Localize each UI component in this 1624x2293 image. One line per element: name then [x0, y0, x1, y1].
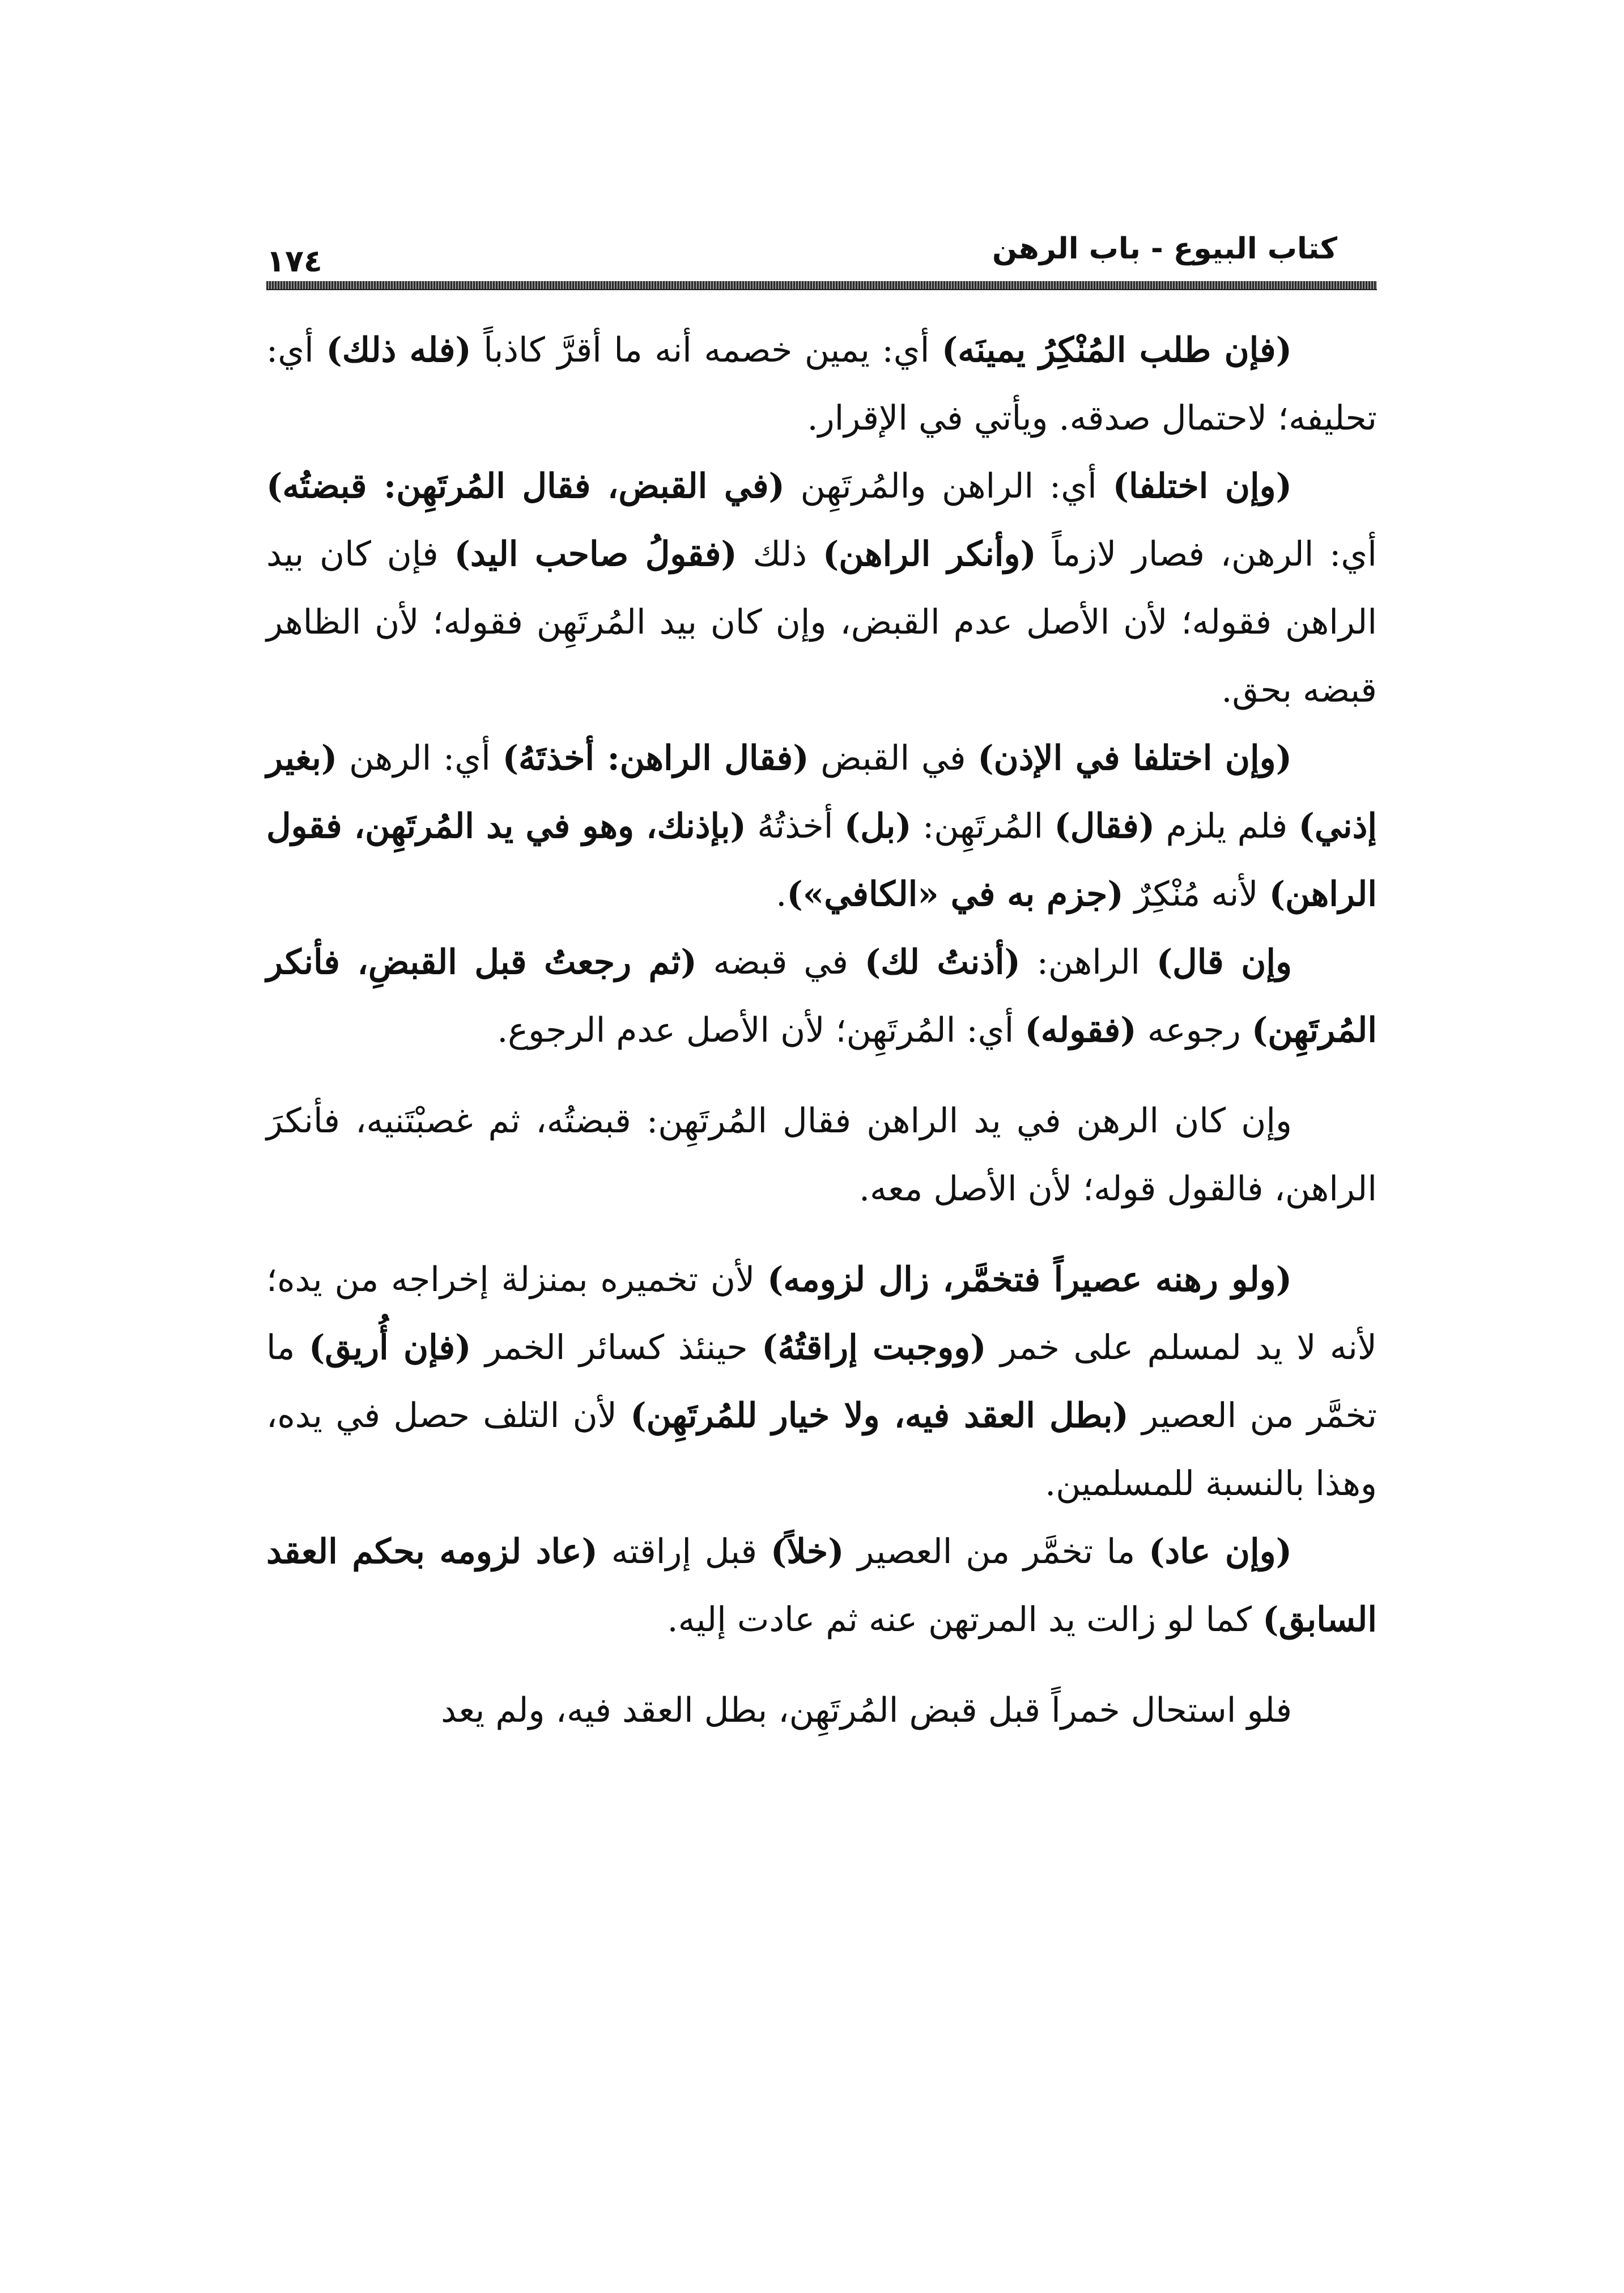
- paragraph-p2: [266, 452, 1377, 724]
- page-body: [266, 289, 1377, 1744]
- text-segment: المُرتَهِن:: [911, 806, 1055, 846]
- text-segment: .: [776, 874, 787, 914]
- text-segment: رجوعه: [1136, 1010, 1252, 1050]
- paragraph-p5: [266, 1087, 1377, 1223]
- paragraph-p6: [266, 1246, 1377, 1518]
- bold-text-segment: (وإن عاد): [1149, 1532, 1292, 1572]
- bold-text-segment: (فله ذلك): [326, 330, 471, 370]
- bold-text-segment: (فقال): [1054, 806, 1155, 846]
- bold-text-segment: (عاد لزومه بحكم العقد السابق): [266, 1532, 1377, 1640]
- bold-text-segment: (بل): [844, 806, 912, 846]
- bold-text-segment: (وإن اختلفا): [1112, 466, 1292, 506]
- bold-text-segment: (فقال الراهن: أخذتَهُ): [502, 738, 809, 778]
- text-segment: فإن كان بيد الراهن فقوله؛ لأن الأصل عدم القبض، وإن كان بيد المُرتَهِن فقوله؛ لأن الظاهر قبضه بحق.: [266, 534, 1377, 710]
- text-segment: ما تخمَّر من العصير: [266, 1328, 1377, 1436]
- bold-text-segment: (ووجبت إراقتُهُ): [762, 1328, 987, 1368]
- text-segment: أي: المُرتَهِن؛ لأن الأصل عدم الرجوع.: [497, 1010, 1025, 1050]
- text-segment: الراهن:: [1020, 942, 1157, 982]
- bold-text-segment: (فقوله): [1024, 1010, 1137, 1050]
- book-page: [266, 221, 1377, 2159]
- text-segment: أي: تحليفه؛ لاحتمال صدقه. ويأتي في الإقرار.: [266, 330, 1377, 438]
- text-segment: ذلك: [737, 534, 823, 574]
- bold-text-segment: (فقولُ صاحب اليد): [454, 534, 737, 574]
- text-segment: في القبض: [809, 738, 978, 778]
- bold-text-segment: (وإن اختلفا في الإذن): [977, 738, 1293, 778]
- text-segment: أي: الراهن والمُرتَهِن: [784, 466, 1113, 506]
- bold-text-segment: (خلاً): [770, 1532, 844, 1572]
- text-segment: في قبضه: [696, 942, 865, 982]
- bold-text-segment: (وأنكر الراهن): [822, 534, 1036, 574]
- page-number: ١٧٤: [266, 243, 322, 279]
- text-segment: أخذتُهُ: [746, 806, 844, 846]
- bold-text-segment: (ثم رجعتُ قبل القبضِ، فأنكر المُرتَهِن): [266, 942, 1377, 1050]
- paragraph-p3: [266, 724, 1377, 928]
- paragraph-p4: [266, 928, 1377, 1064]
- text-segment: قبل إراقته: [597, 1532, 771, 1572]
- bold-text-segment: (بطل العقد فيه، ولا خيار للمُرتَهِن): [630, 1396, 1129, 1436]
- paragraph-p7: [266, 1518, 1377, 1654]
- text-segment: لأن تخميره بمنزلة إخراجه من يده؛ لأنه لا يد لمسلم على خمر: [266, 1260, 1378, 1368]
- paragraph-p8: [266, 1676, 1377, 1744]
- bold-text-segment: (في القبض، فقال المُرتَهِن: قبضتُه): [266, 466, 785, 506]
- text-segment: لأن التلف حصل في يده، وهذا بالنسبة للمسلمين.: [266, 1396, 1377, 1504]
- text-segment: كما لو زالت يد المرتهن عنه ثم عادت إليه.: [667, 1600, 1263, 1640]
- text-segment: وإن كان الرهن في يد الراهن فقال المُرتَهِن: قبضتُه، ثم غصبْتَنيه، فأنكرَ الراهن، فالقول قوله؛ لأن الأصل معه.: [266, 1101, 1377, 1209]
- header-rule: [266, 281, 1377, 290]
- text-segment: حينئذ كسائر الخمر: [471, 1328, 762, 1368]
- bold-text-segment: (ولو رهنه عصيراً فتخمَّر، زال لزومه): [767, 1260, 1293, 1300]
- text-segment: أي: الرهن: [337, 738, 503, 778]
- paragraph-p1: [266, 316, 1377, 452]
- text-segment: فلو استحال خمراً قبل قبض المُرتَهِن، بطل العقد فيه، ولم يعد: [441, 1691, 1292, 1730]
- bold-text-segment: (فإن أُريق): [308, 1328, 471, 1368]
- page-header: [266, 221, 1377, 289]
- text-segment: لأنه مُنْكِرٌ: [1123, 874, 1269, 914]
- bold-text-segment: (فإن طلب المُنْكِرُ يمينَه): [941, 330, 1293, 370]
- bold-text-segment: (بإذنك، وهو في يد المُرتَهِن، فقول الراهن): [266, 806, 1377, 914]
- running-title: كتاب البيوع - باب الرهن: [992, 232, 1337, 266]
- bold-text-segment: (بغير إذني): [266, 738, 1378, 846]
- bold-text-segment: (أذنتُ لك): [864, 942, 1021, 982]
- bold-text-segment: وإن قال): [1156, 942, 1292, 982]
- bold-text-segment: (جزم به في «الكافي»): [787, 874, 1124, 914]
- text-segment: أي: الرهن، فصار لازماً: [1036, 534, 1377, 574]
- text-segment: أي: يمين خصمه أنه ما أقرَّ كاذباً: [471, 330, 942, 370]
- text-segment: فلم يلزم: [1155, 806, 1299, 846]
- text-segment: ما تخمَّر من العصير: [844, 1532, 1149, 1572]
